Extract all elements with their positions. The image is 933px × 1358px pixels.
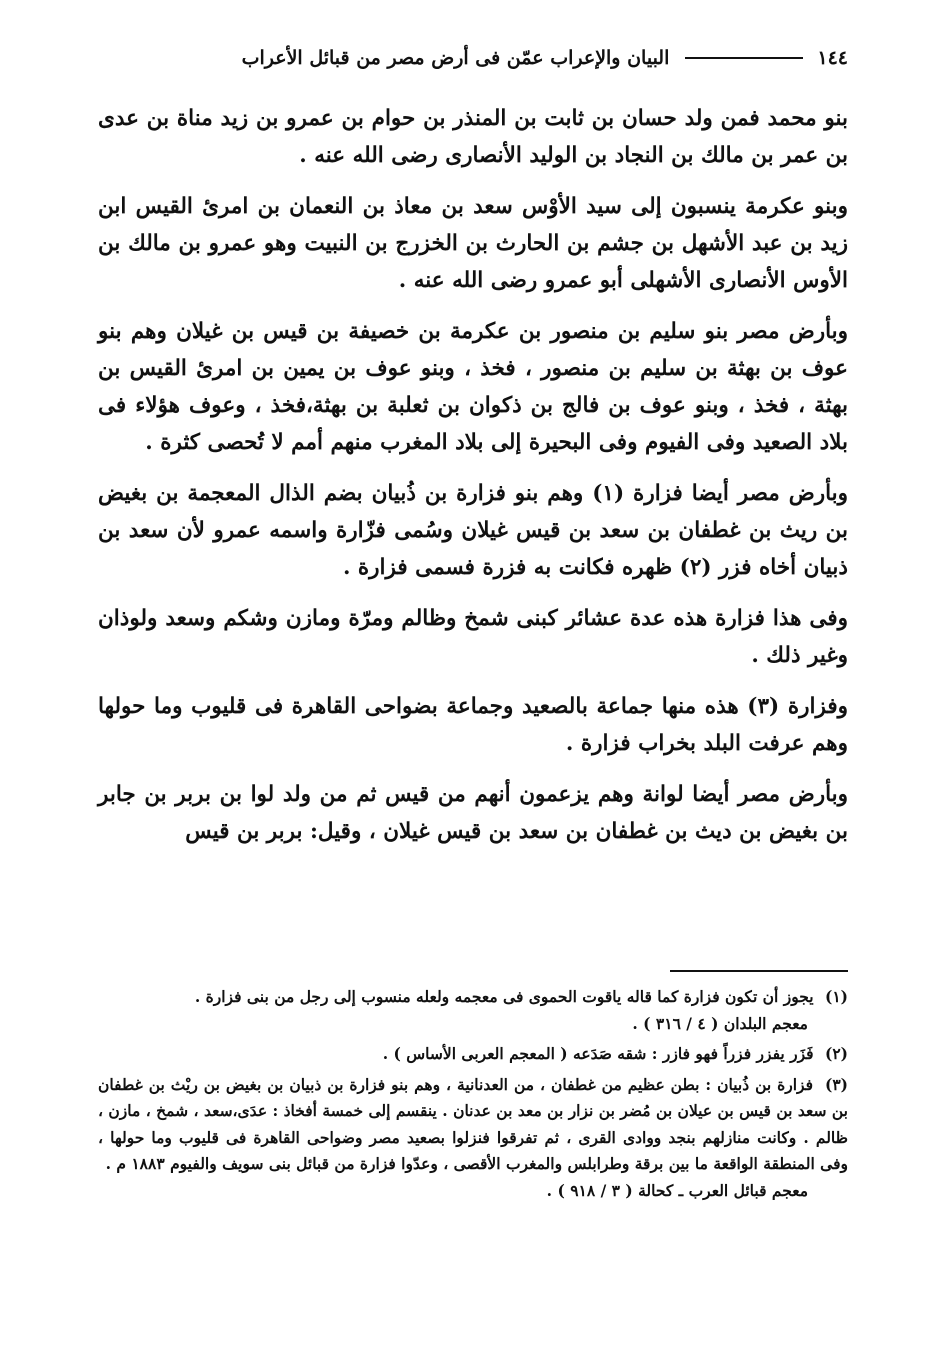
footnote: [98, 984, 848, 1037]
paragraph: وبأرض مصر أيضا فزارة (١) وهم بنو فزارة بن ذُبيان بضم الذال المعجمة بن بغيض بن ريث بن غطفان بن سعد بن قيس غيلان وسُمى فزّارة واسمه عمرو لأن سعد بن ذبيان أخاه فزر (٢) ظهره فكانت به فزرة فسمى فزارة .: [98, 481, 849, 580]
footnote-text: فَزَر يفزر فزراً فهو فازر : شقه صَدَعه ( المعجم العربى الأساس ) .: [382, 1044, 814, 1063]
header-rule: [685, 57, 803, 59]
footnote: [98, 1072, 848, 1205]
footnote: [98, 1041, 848, 1068]
paragraph: بنو محمد فمن ولد حسان بن ثابت بن المنذر بن حوام بن عمرو بن زيد مناة بن عدى بن عمر بن مالك بن النجاد بن الوليد الأنصارى رضى الله عنه .: [98, 106, 848, 168]
footnote-text: فزارة بن ذُبيان : بطن عظيم من غطفان ، من العدنانية ، وهم بنو فزارة بن ذبيان بن بغيض بن ريْث بن غطفان بن سعد بن قيس بن عيلان بن مُضر بن نزار بن معد بن عدنان . ينقسم إلى خمسة أفخاذ : عدَى،سعد ، شمخ ، مازن ، ظالم . وكانت منازلهم بنجد ووادى القرى ، ثم تفرقوا فنزلوا بصعيد مصر وضواحى القاهرة فى قليوب وما حولها ، وفى المنطقة الواقعة ما بين برقة وطرابلس والمغرب الأقصى ، وعدّوا فزارة من قبائل بنى سويف والفيوم ١٨٨٣ م .: [98, 1074, 848, 1173]
paragraph: وبأرض مصر أيضا لوانة وهم يزعمون أنهم من قيس ثم من ولد لوا بن بربر بن جابر بن بغيض بن ديث بن غطفان بن سعد بن قيس غيلان ، وقيل: بربر بن قيس: [98, 782, 848, 844]
paragraph: وبنو عكرمة ينسبون إلى سيد الأوْس سعد بن معاذ بن النعمان بن امرئ القيس ابن زيد بن عبد الأشهل بن جشم بن الحارث بن الخزرج بن النبيت وهو عمرو بن مالك بن الأوس الأنصارى الأشهلى أبو عمرو رضى الله عنه .: [98, 194, 848, 293]
footnote-number: (١): [824, 987, 848, 1006]
running-title: البيان والإعراب عمّن فى أرض مصر من قبائل الأعراب: [241, 47, 670, 69]
footnote-separator: [670, 970, 848, 972]
book-page: [98, 0, 848, 1358]
running-header: [98, 40, 848, 76]
paragraph: وبأرض مصر بنو سليم بن منصور بن عكرمة بن خصيفة بن قيس بن غيلان وهم بنو عوف بن بهثة بن سليم بن منصور ، فخذ ، وبنو عوف بن يمين بن امرئ القيس بن بهثة ، فخذ ، وبنو عوف بن فالج بن ذكوان بن ثعلبة بن بهثة،فخذ ، وعوف هؤلاء فى بلاد الصعيد وفى الفيوم وفى البحيرة إلى بلاد المغرب منهم أمم لا تُحصى كثرة .: [98, 319, 848, 455]
page-number: ١٤٤: [817, 47, 848, 69]
paragraph: وفزارة (٣) هذه منها جماعة بالصعيد وجماعة بضواحى القاهرة فى قليوب وما حولها وهم عرفت البلد بخراب فزارة .: [98, 694, 848, 756]
footnotes: [98, 984, 848, 1208]
main-text: [98, 100, 848, 864]
footnote-source: معجم قبائل العرب ـ كحالة ( ٣ / ٩١٨ ) .: [546, 1180, 808, 1200]
footnote-number: (٢): [824, 1044, 848, 1063]
footnote-source: معجم البلدان ( ٤ / ٣١٦ ) .: [632, 1013, 808, 1033]
footnote-number: (٣): [824, 1074, 848, 1094]
footnote-text: يجوز أن تكون فزارة كما قاله ياقوت الحموى فى معجمه ولعله منسوب إلى رجل من بنى فزارة .: [194, 987, 814, 1006]
paragraph: وفى هذا فزارة هذه عدة عشائر كبنى شمخ وظالم ومرّة ومازن وشكم وسعد ولوذان وغير ذلك .: [98, 606, 848, 668]
